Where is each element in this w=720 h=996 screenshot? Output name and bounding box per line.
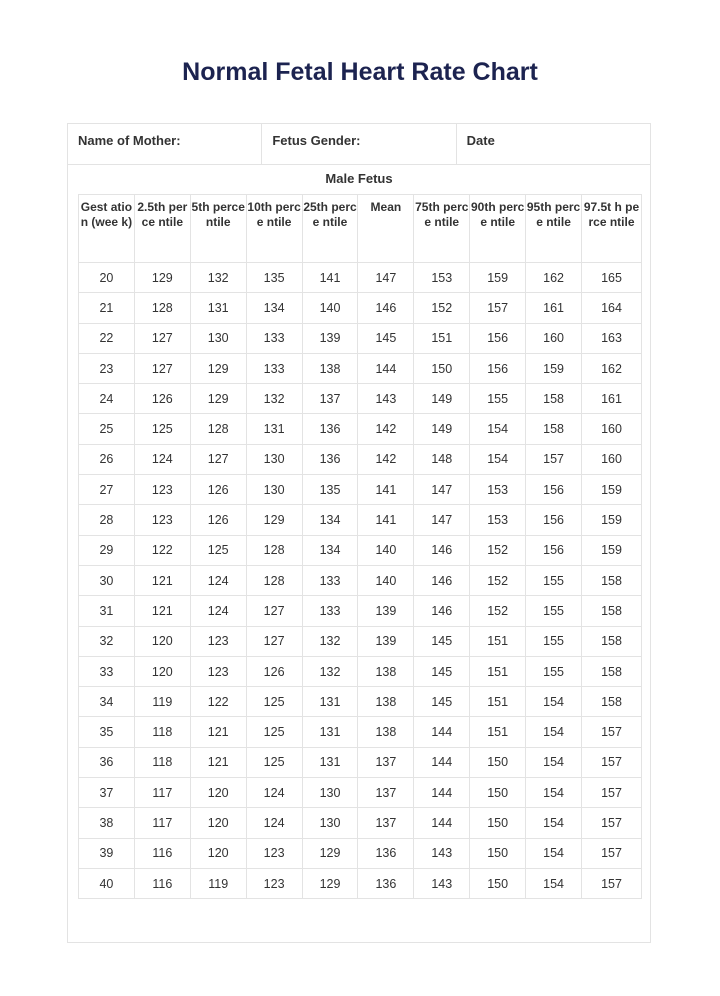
table-cell: 121: [190, 717, 246, 747]
table-cell: 146: [358, 293, 414, 323]
table-cell: 133: [246, 323, 302, 353]
table-cell: 155: [470, 384, 526, 414]
table-cell: 143: [414, 838, 470, 868]
table-row: [79, 293, 642, 323]
table-cell: 123: [190, 626, 246, 656]
table-cell: 159: [582, 505, 642, 535]
table-cell: 24: [79, 384, 135, 414]
table-cell: 126: [190, 475, 246, 505]
table-cell: 30: [79, 565, 135, 595]
table-row: [79, 414, 642, 444]
table-row: [79, 505, 642, 535]
table-cell: 125: [246, 717, 302, 747]
table-cell: 160: [526, 323, 582, 353]
table-cell: 154: [526, 808, 582, 838]
table-cell: 125: [134, 414, 190, 444]
table-cell: 150: [470, 778, 526, 808]
table-cell: 159: [470, 263, 526, 293]
table-cell: 153: [470, 475, 526, 505]
table-cell: 161: [526, 293, 582, 323]
table-row: [79, 656, 642, 686]
table-cell: 157: [582, 838, 642, 868]
table-cell: 149: [414, 414, 470, 444]
table-cell: 118: [134, 717, 190, 747]
table-cell: 158: [582, 626, 642, 656]
table-cell: 139: [302, 323, 358, 353]
table-cell: 154: [526, 687, 582, 717]
table-cell: 139: [358, 596, 414, 626]
table-row: [79, 353, 642, 383]
table-cell: 129: [134, 263, 190, 293]
table-row: [79, 687, 642, 717]
table-cell: 152: [414, 293, 470, 323]
table-cell: 156: [470, 323, 526, 353]
table-cell: 128: [190, 414, 246, 444]
column-header: 10th perce ntile: [246, 195, 302, 263]
table-cell: 133: [302, 565, 358, 595]
table-cell: 157: [582, 778, 642, 808]
table-row: [79, 808, 642, 838]
table-cell: 123: [246, 868, 302, 898]
table-cell: 120: [190, 808, 246, 838]
date-field[interactable]: Date: [466, 133, 495, 148]
table-cell: 124: [190, 596, 246, 626]
table-row: [79, 717, 642, 747]
table-cell: 119: [190, 868, 246, 898]
table-cell: 153: [470, 505, 526, 535]
table-cell: 156: [470, 353, 526, 383]
table-cell: 145: [358, 323, 414, 353]
table-cell: 157: [582, 717, 642, 747]
table-row: [79, 868, 642, 898]
table-cell: 132: [302, 656, 358, 686]
table-cell: 139: [358, 626, 414, 656]
table-cell: 141: [358, 505, 414, 535]
table-row: [79, 747, 642, 777]
table-cell: 130: [302, 778, 358, 808]
column-header: Gest ation (wee k): [79, 195, 135, 263]
table-cell: 120: [190, 778, 246, 808]
table-cell: 158: [526, 384, 582, 414]
table-cell: 127: [134, 323, 190, 353]
table-row: [79, 444, 642, 474]
table-cell: 144: [414, 808, 470, 838]
table-cell: 145: [414, 626, 470, 656]
table-cell: 124: [246, 778, 302, 808]
table-cell: 126: [190, 505, 246, 535]
table-cell: 157: [582, 747, 642, 777]
table-cell: 144: [358, 353, 414, 383]
table-cell: 141: [358, 475, 414, 505]
table-cell: 158: [582, 596, 642, 626]
table-cell: 117: [134, 778, 190, 808]
table-cell: 133: [302, 596, 358, 626]
table-cell: 146: [414, 596, 470, 626]
chart-card: [67, 123, 651, 943]
table-cell: 126: [134, 384, 190, 414]
table-cell: 137: [302, 384, 358, 414]
table-cell: 157: [470, 293, 526, 323]
table-cell: 130: [190, 323, 246, 353]
table-cell: 129: [190, 384, 246, 414]
table-cell: 152: [470, 596, 526, 626]
table-cell: 158: [582, 687, 642, 717]
table-cell: 155: [526, 626, 582, 656]
table-cell: 151: [470, 626, 526, 656]
table-cell: 127: [246, 596, 302, 626]
table-cell: 159: [582, 535, 642, 565]
table-cell: 135: [302, 475, 358, 505]
table-cell: 128: [246, 535, 302, 565]
table-cell: 147: [414, 475, 470, 505]
table-cell: 136: [302, 444, 358, 474]
table-cell: 145: [414, 656, 470, 686]
table-cell: 136: [358, 838, 414, 868]
table-cell: 152: [470, 535, 526, 565]
mother-name-field[interactable]: Name of Mother:: [68, 124, 262, 164]
section-title: Male Fetus: [325, 171, 393, 186]
table-cell: 151: [470, 717, 526, 747]
table-cell: 158: [582, 656, 642, 686]
table-cell: 132: [302, 626, 358, 656]
table-cell: 150: [414, 353, 470, 383]
column-header: 2.5th perce ntile: [134, 195, 190, 263]
table-cell: 26: [79, 444, 135, 474]
table-cell: 138: [302, 353, 358, 383]
table-cell: 138: [358, 717, 414, 747]
table-cell: 150: [470, 747, 526, 777]
column-header: Mean: [358, 195, 414, 263]
table-cell: 165: [582, 263, 642, 293]
table-cell: 131: [302, 717, 358, 747]
table-cell: 138: [358, 656, 414, 686]
table-cell: 159: [526, 353, 582, 383]
table-cell: 150: [470, 868, 526, 898]
table-cell: 123: [246, 838, 302, 868]
table-cell: 121: [134, 565, 190, 595]
table-cell: 144: [414, 747, 470, 777]
table-cell: 146: [414, 565, 470, 595]
table-cell: 137: [358, 778, 414, 808]
table-cell: 154: [526, 868, 582, 898]
table-cell: 129: [302, 838, 358, 868]
table-row: [79, 596, 642, 626]
table-cell: 131: [302, 687, 358, 717]
table-cell: 123: [134, 505, 190, 535]
table-row: [79, 838, 642, 868]
table-cell: 122: [190, 687, 246, 717]
table-row: [79, 263, 642, 293]
info-row: [68, 124, 650, 165]
table-cell: 134: [246, 293, 302, 323]
table-cell: 130: [302, 808, 358, 838]
table-cell: 149: [414, 384, 470, 414]
table-cell: 116: [134, 868, 190, 898]
table-cell: 120: [190, 838, 246, 868]
table-cell: 22: [79, 323, 135, 353]
table-cell: 121: [190, 747, 246, 777]
table-cell: 134: [302, 535, 358, 565]
table-cell: 153: [414, 263, 470, 293]
column-header: 95th perce ntile: [526, 195, 582, 263]
table-cell: 157: [526, 444, 582, 474]
table-cell: 144: [414, 778, 470, 808]
table-cell: 156: [526, 505, 582, 535]
table-cell: 161: [582, 384, 642, 414]
table-cell: 151: [470, 687, 526, 717]
table-cell: 126: [246, 656, 302, 686]
table-cell: 151: [470, 656, 526, 686]
table-cell: 140: [302, 293, 358, 323]
table-cell: 118: [134, 747, 190, 777]
table-cell: 127: [246, 626, 302, 656]
table-row: [79, 475, 642, 505]
table-cell: 20: [79, 263, 135, 293]
table-cell: 147: [358, 263, 414, 293]
table-cell: 37: [79, 778, 135, 808]
column-header: 75th perce ntile: [414, 195, 470, 263]
table-cell: 127: [190, 444, 246, 474]
table-cell: 124: [134, 444, 190, 474]
table-cell: 155: [526, 565, 582, 595]
table-cell: 148: [414, 444, 470, 474]
table-cell: 140: [358, 535, 414, 565]
table-row: [79, 384, 642, 414]
table-cell: 28: [79, 505, 135, 535]
table-cell: 163: [582, 323, 642, 353]
table-cell: 133: [246, 353, 302, 383]
table-cell: 125: [246, 747, 302, 777]
column-header: 25th perce ntile: [302, 195, 358, 263]
table-cell: 128: [246, 565, 302, 595]
table-cell: 136: [358, 868, 414, 898]
table-cell: 129: [302, 868, 358, 898]
table-header-row: [79, 195, 642, 263]
table-cell: 31: [79, 596, 135, 626]
table-cell: 164: [582, 293, 642, 323]
table-row: [79, 778, 642, 808]
table-cell: 160: [582, 414, 642, 444]
table-cell: 134: [302, 505, 358, 535]
table-cell: 124: [190, 565, 246, 595]
table-cell: 121: [134, 596, 190, 626]
table-cell: 125: [246, 687, 302, 717]
column-header: 97.5t h perce ntile: [582, 195, 642, 263]
table-cell: 129: [246, 505, 302, 535]
table-cell: 155: [526, 596, 582, 626]
table-cell: 141: [302, 263, 358, 293]
table-cell: 145: [414, 687, 470, 717]
table-cell: 120: [134, 656, 190, 686]
table-cell: 33: [79, 656, 135, 686]
table-cell: 151: [414, 323, 470, 353]
table-cell: 142: [358, 414, 414, 444]
table-cell: 160: [582, 444, 642, 474]
table-cell: 131: [190, 293, 246, 323]
table-cell: 135: [246, 263, 302, 293]
table-cell: 132: [246, 384, 302, 414]
table-cell: 29: [79, 535, 135, 565]
table-cell: 143: [358, 384, 414, 414]
table-cell: 162: [582, 353, 642, 383]
table-cell: 120: [134, 626, 190, 656]
table-cell: 127: [134, 353, 190, 383]
table-cell: 124: [246, 808, 302, 838]
column-header: 90th perce ntile: [470, 195, 526, 263]
column-header: 5th perce ntile: [190, 195, 246, 263]
table-cell: 154: [470, 414, 526, 444]
table-cell: 129: [190, 353, 246, 383]
table-cell: 146: [414, 535, 470, 565]
table-cell: 154: [526, 778, 582, 808]
table-cell: 154: [526, 747, 582, 777]
table-cell: 35: [79, 717, 135, 747]
table-cell: 23: [79, 353, 135, 383]
table-cell: 155: [526, 656, 582, 686]
fetus-gender-field[interactable]: Fetus Gender:: [262, 124, 456, 164]
table-cell: 131: [246, 414, 302, 444]
table-row: [79, 535, 642, 565]
table-cell: 27: [79, 475, 135, 505]
table-cell: 158: [582, 565, 642, 595]
table-cell: 32: [79, 626, 135, 656]
table-cell: 123: [190, 656, 246, 686]
table-cell: 154: [526, 717, 582, 747]
table-cell: 154: [470, 444, 526, 474]
table-cell: 143: [414, 868, 470, 898]
table-cell: 162: [526, 263, 582, 293]
table-cell: 140: [358, 565, 414, 595]
table-cell: 119: [134, 687, 190, 717]
table-cell: 137: [358, 808, 414, 838]
table-cell: 136: [302, 414, 358, 444]
table-cell: 150: [470, 838, 526, 868]
table-cell: 158: [526, 414, 582, 444]
table-cell: 159: [582, 475, 642, 505]
table-cell: 144: [414, 717, 470, 747]
page-title: Normal Fetal Heart Rate Chart: [182, 58, 538, 86]
table-cell: 154: [526, 838, 582, 868]
table-cell: 38: [79, 808, 135, 838]
table-cell: 125: [190, 535, 246, 565]
table-cell: 122: [134, 535, 190, 565]
table-cell: 36: [79, 747, 135, 777]
table-cell: 156: [526, 535, 582, 565]
table-cell: 130: [246, 444, 302, 474]
table-cell: 132: [190, 263, 246, 293]
table-cell: 25: [79, 414, 135, 444]
table-row: [79, 323, 642, 353]
heart-rate-table: [78, 194, 642, 899]
table-cell: 130: [246, 475, 302, 505]
table-cell: 150: [470, 808, 526, 838]
table-cell: 157: [582, 868, 642, 898]
table-cell: 39: [79, 838, 135, 868]
table-row: [79, 626, 642, 656]
table-row: [79, 565, 642, 595]
table-cell: 137: [358, 747, 414, 777]
table-cell: 123: [134, 475, 190, 505]
table-cell: 34: [79, 687, 135, 717]
table-cell: 147: [414, 505, 470, 535]
table-cell: 142: [358, 444, 414, 474]
table-cell: 40: [79, 868, 135, 898]
table-cell: 116: [134, 838, 190, 868]
table-cell: 128: [134, 293, 190, 323]
table-cell: 117: [134, 808, 190, 838]
table-cell: 21: [79, 293, 135, 323]
table-cell: 131: [302, 747, 358, 777]
table-cell: 138: [358, 687, 414, 717]
table-cell: 157: [582, 808, 642, 838]
table-cell: 152: [470, 565, 526, 595]
table-cell: 156: [526, 475, 582, 505]
